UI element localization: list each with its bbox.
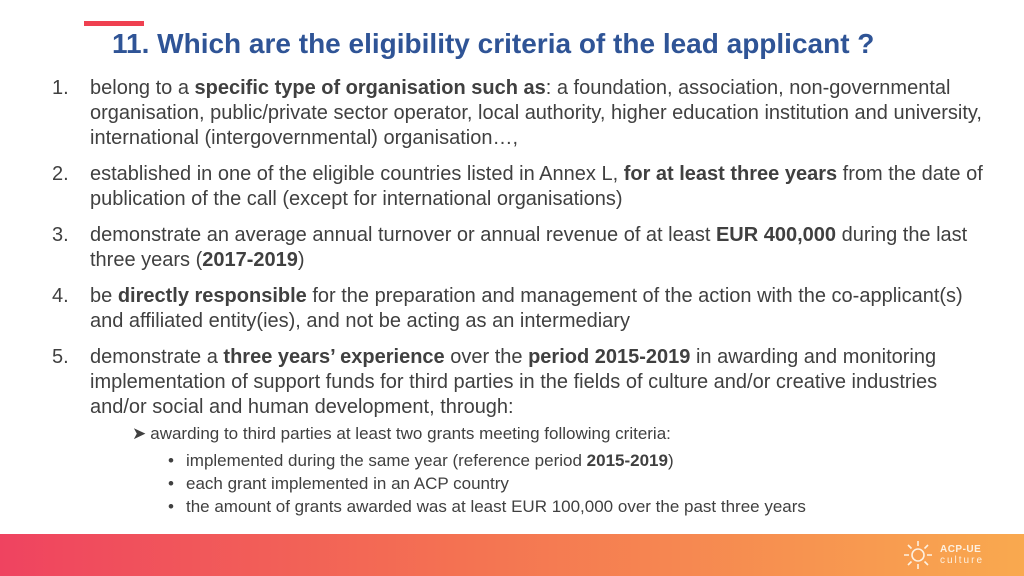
sub-item bbox=[132, 423, 671, 444]
acp-ue-culture-logo bbox=[902, 539, 984, 571]
sub-item-text: awarding to third parties at least two grants meeting following criteria: bbox=[150, 424, 671, 443]
text-run: : a foundation, association, non-governmental organisation, public/private sector operator, local authority, higher education institution and university, international (intergovernmental) organisation…, bbox=[90, 77, 982, 149]
emphasis-text: specific type of organisation such as bbox=[194, 77, 546, 99]
logo-text bbox=[940, 544, 984, 566]
sun-emblem-icon bbox=[902, 539, 934, 571]
bullet-item bbox=[168, 449, 806, 472]
text-run: established in one of the eligible countries listed in Annex L, bbox=[90, 163, 624, 185]
emphasis-text: 2017-2019 bbox=[202, 249, 298, 271]
bullet-item bbox=[168, 472, 806, 495]
text-run: ) bbox=[297, 249, 305, 271]
criteria-item bbox=[52, 162, 992, 212]
title-accent-line bbox=[84, 21, 144, 26]
text-run: in awarding and monitoring implementation of support funds for third parties in the fields of culture and/or creative industries and/or social and human development, through: bbox=[90, 346, 938, 418]
emphasis-text: EUR 400,000 bbox=[715, 224, 837, 246]
text-run: be bbox=[90, 285, 118, 307]
emphasis-text: period 2015-2019 bbox=[528, 346, 691, 368]
criteria-text bbox=[90, 162, 992, 212]
emphasis-text: directly responsible bbox=[117, 285, 307, 307]
text-run: demonstrate an average annual turnover or annual revenue of at least bbox=[90, 224, 716, 246]
text-run: demonstrate a bbox=[90, 346, 224, 368]
logo-line1: ACP-UE bbox=[939, 544, 982, 555]
criteria-text bbox=[90, 223, 992, 273]
text-run: the amount of grants awarded was at least EUR 100,000 over the past three years bbox=[186, 497, 806, 516]
footer-bar bbox=[0, 534, 1024, 576]
text-run: over the bbox=[444, 346, 529, 368]
bullet-item bbox=[168, 495, 806, 518]
text-run: for the preparation and management of the action with the co-applicant(s) and affiliated entity(ies), and not be acting as an intermediary bbox=[90, 285, 963, 332]
criteria-number: 4. bbox=[52, 285, 69, 307]
criteria-item bbox=[52, 345, 992, 420]
criteria-number: 2. bbox=[52, 163, 69, 185]
criteria-item bbox=[52, 223, 992, 273]
text-run: implemented during the same year (reference period bbox=[186, 451, 587, 470]
bullet-dot-icon: • bbox=[168, 497, 174, 516]
criteria-text bbox=[90, 284, 992, 334]
emphasis-text: three years’ experience bbox=[223, 346, 445, 368]
criteria-item bbox=[52, 284, 992, 334]
logo-line2: culture bbox=[939, 555, 984, 566]
text-run: from the date of publication of the call (except for international organisations) bbox=[90, 163, 983, 210]
criteria-item bbox=[52, 76, 992, 151]
criteria-number: 3. bbox=[52, 224, 69, 246]
bullet-dot-icon: • bbox=[168, 451, 174, 470]
emphasis-text: for at least three years bbox=[623, 163, 838, 185]
slide-title: 11. Which are the eligibility criteria of the lead applicant ? bbox=[112, 28, 875, 59]
text-run: during the last three years ( bbox=[90, 224, 968, 271]
criteria-list bbox=[52, 76, 992, 431]
criteria-text bbox=[90, 345, 992, 420]
criteria-bullets bbox=[168, 449, 806, 518]
criteria-number: 1. bbox=[52, 77, 69, 99]
text-run: belong to a bbox=[90, 77, 195, 99]
criteria-text bbox=[90, 76, 992, 151]
criteria-number: 5. bbox=[52, 346, 69, 368]
bullet-dot-icon: • bbox=[168, 474, 174, 493]
arrow-bullet-icon: ➤ bbox=[132, 424, 147, 443]
emphasis-text: 2015-2019 bbox=[586, 451, 668, 470]
text-run: ) bbox=[667, 451, 674, 470]
text-run: each grant implemented in an ACP country bbox=[186, 474, 509, 493]
